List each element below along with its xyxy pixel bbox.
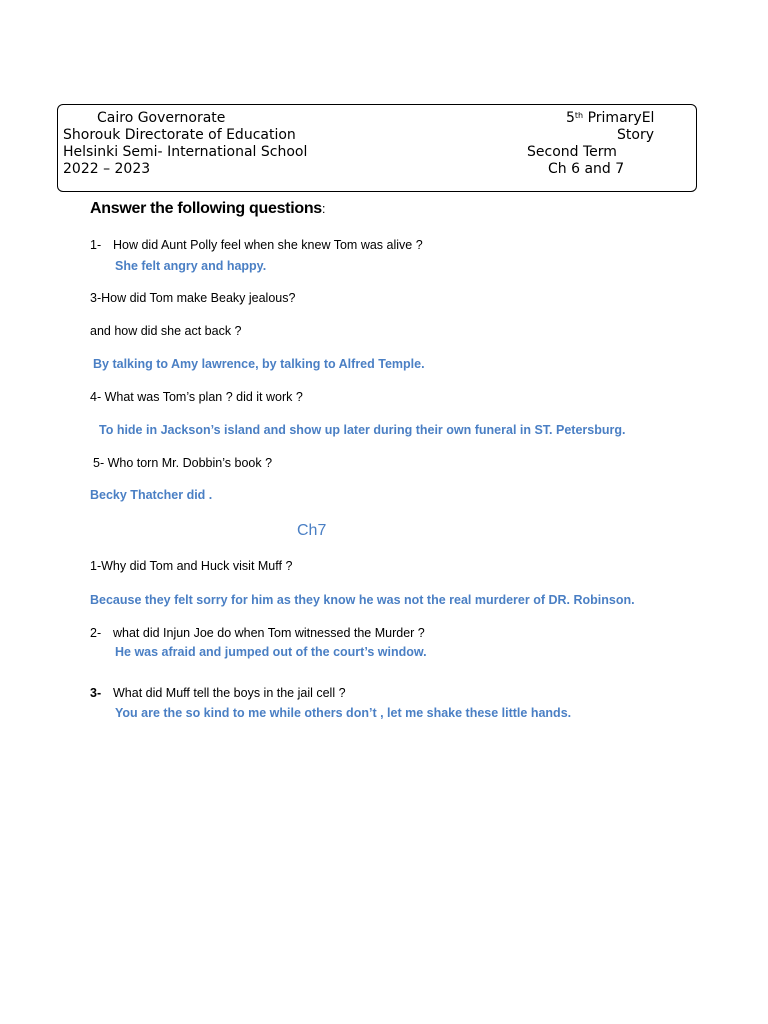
- ch7-answer-3: You are the so kind to me while others don’t , let me shake these little hands.: [115, 706, 572, 720]
- ch7-question-1: 1-Why did Tom and Huck visit Muff ?: [90, 559, 293, 573]
- directorate-label: Shorouk Directorate of Education: [63, 127, 296, 143]
- grade-number: 5: [566, 110, 575, 126]
- subject-label: Story: [617, 127, 654, 143]
- chapters-label: Ch 6 and 7: [548, 161, 625, 177]
- ch6-q1-text: How did Aunt Polly feel when she knew Tom was alive ?: [113, 238, 423, 252]
- heading-colon: :: [321, 201, 326, 216]
- ch6-question-3-line-2: and how did she act back ?: [90, 324, 242, 338]
- ch7-question-2: [90, 626, 425, 640]
- governorate-label: Cairo Governorate: [97, 110, 226, 126]
- ch7-q3-number: 3-: [90, 686, 102, 700]
- heading-text: Answer the following questions: [90, 200, 322, 217]
- ch6-answer-4: To hide in Jackson’s island and show up later during their own funeral in ST. Petersburg.: [99, 423, 626, 437]
- ch6-answer-1: She felt angry and happy.: [115, 259, 267, 273]
- ch7-q2-text: what did Injun Joe do when Tom witnessed the Murder ?: [113, 626, 425, 640]
- ch7-q3-text: What did Muff tell the boys in the jail cell ?: [113, 686, 346, 700]
- ch6-answer-5: Becky Thatcher did .: [90, 488, 213, 502]
- ch7-answer-1: Because they felt sorry for him as they know he was not the real murderer of DR. Robinson.: [90, 593, 635, 607]
- ch6-question-5: 5- Who torn Mr. Dobbin’s book ?: [93, 456, 273, 470]
- instructions-heading: [90, 200, 325, 218]
- grade-label: [566, 110, 654, 126]
- year-label: 2022 – 2023: [63, 161, 151, 177]
- ch6-question-4: 4- What was Tom’s plan ? did it work ?: [90, 390, 303, 404]
- ch6-q1-number: 1-: [90, 238, 102, 252]
- term-label: Second Term: [527, 144, 617, 160]
- ch7-question-3: [90, 686, 346, 700]
- grade-rest: PrimaryEl: [583, 110, 655, 126]
- ch6-question-3-line-1: 3-How did Tom make Beaky jealous?: [90, 291, 296, 305]
- grade-suffix: th: [574, 111, 584, 120]
- school-label: Helsinki Semi- International School: [63, 144, 308, 160]
- ch7-title: Ch7: [297, 522, 327, 539]
- ch6-question-1: [90, 238, 423, 252]
- ch7-q2-number: 2-: [90, 626, 102, 640]
- ch7-answer-2: He was afraid and jumped out of the court’s window.: [115, 645, 427, 659]
- ch6-answer-3: By talking to Amy lawrence, by talking to Alfred Temple.: [93, 357, 425, 371]
